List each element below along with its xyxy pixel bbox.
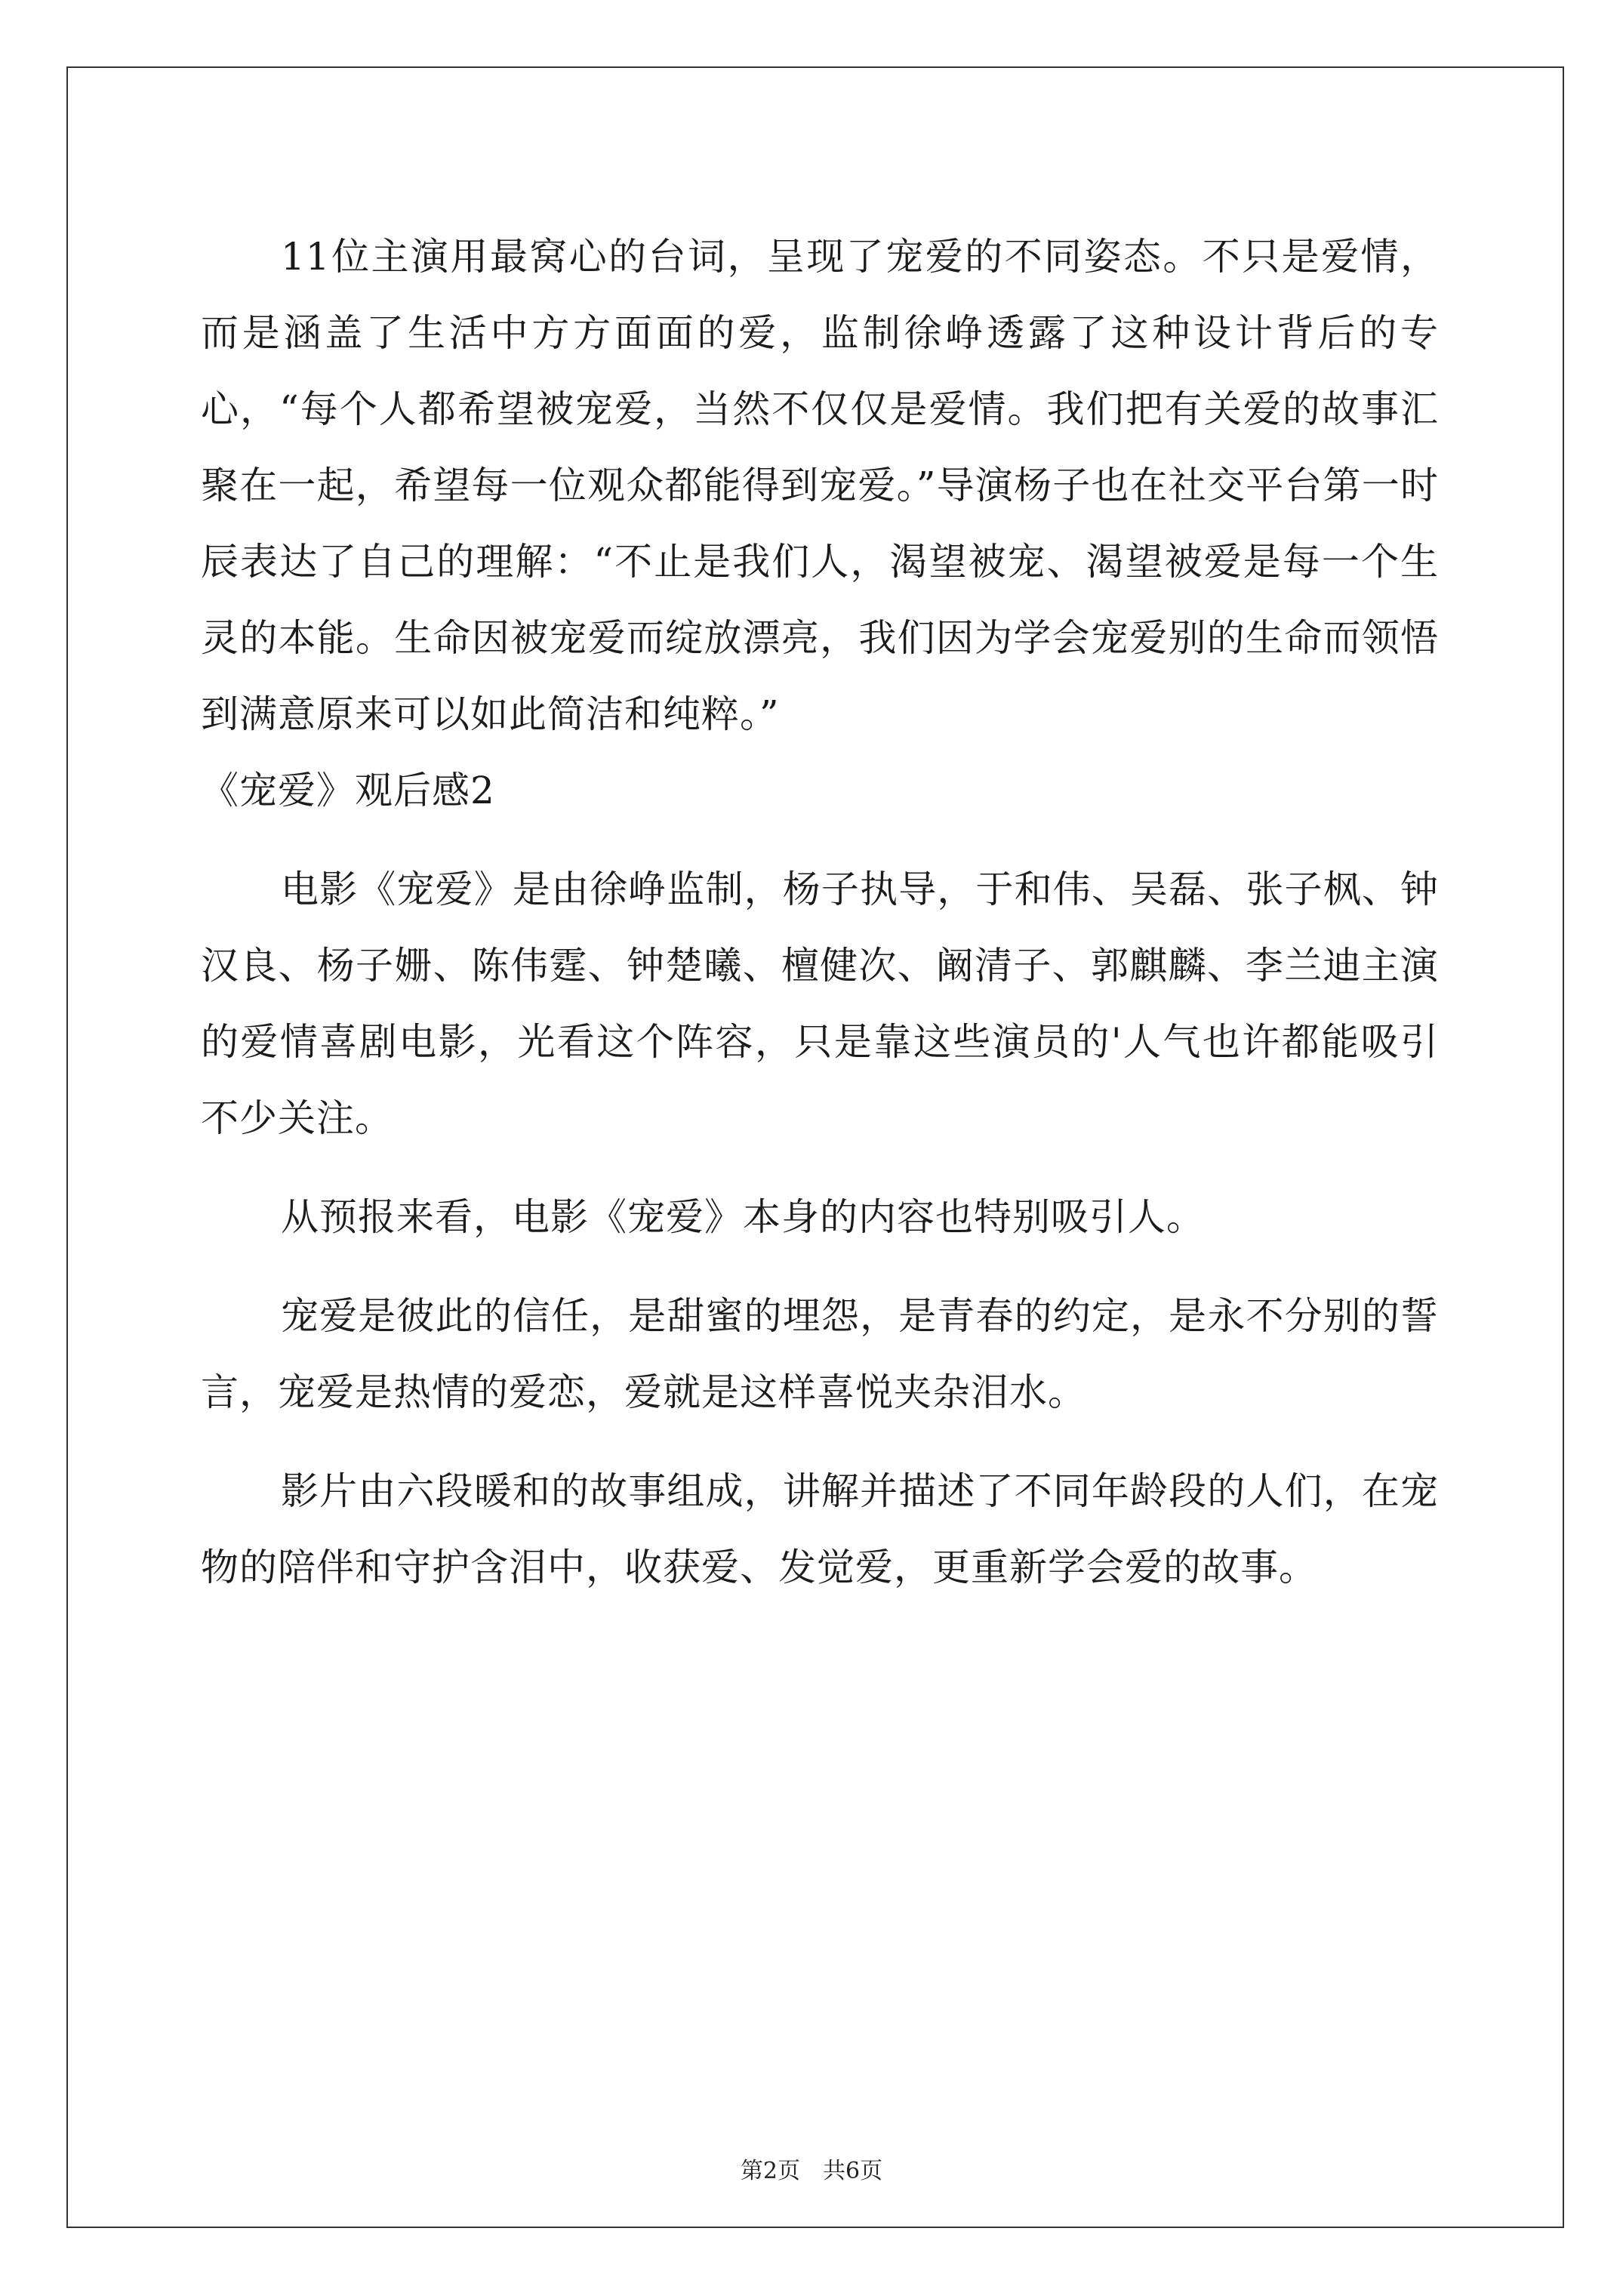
- paragraph-1: 11位主演用最窝心的台词，呈现了宠爱的不同姿态。不只是爱情，而是涵盖了生活中方方面面的爱，监制徐峥透露了这种设计背后的专心，“每个人都希望被宠爱，当然不仅仅是爱情。我们把有关爱的故事汇聚在一起，希望每一位观众都能得到宠爱。”导演杨子也在社交平台第一时辰表达了自己的理解：“不止是我们人，渴望被宠、渴望被爱是每一个生灵的本能。生命因被宠爱而绽放漂亮，我们因为学会宠爱别的生命而领悟到满意原来可以如此简洁和纯粹。”: [201, 235, 1439, 736]
- paragraph-5: 影片由六段暖和的故事组成，讲解并描述了不同年龄段的人们，在宠物的陪伴和守护含泪中，收获爱、发觉爱，更重新学会爱的故事。: [201, 1469, 1439, 1589]
- page-footer: [0, 2152, 1623, 2185]
- section-heading: 《宠爱》观后感2: [201, 769, 495, 812]
- document-body: [201, 219, 1439, 1606]
- paragraph-4: 宠爱是彼此的信任，是甜蜜的埋怨，是青春的约定，是永不分别的誓言，宠爱是热情的爱恋，爱就是这样喜悦夹杂泪水。: [201, 1294, 1439, 1414]
- paragraph-3: 从预报来看，电影《宠爱》本身的内容也特别吸引人。: [281, 1195, 1205, 1239]
- page-number: 第2页: [740, 2158, 800, 2184]
- paragraph-2: 电影《宠爱》是由徐峥监制，杨子执导，于和伟、吴磊、张子枫、钟汉良、杨子姗、陈伟霆、钟楚曦、檀健次、阚清子、郭麒麟、李兰迪主演的爱情喜剧电影，光看这个阵容，只是靠这些演员的'人气也许都能吸引不少关注。: [201, 868, 1439, 1140]
- page-total: 共6页: [823, 2158, 883, 2184]
